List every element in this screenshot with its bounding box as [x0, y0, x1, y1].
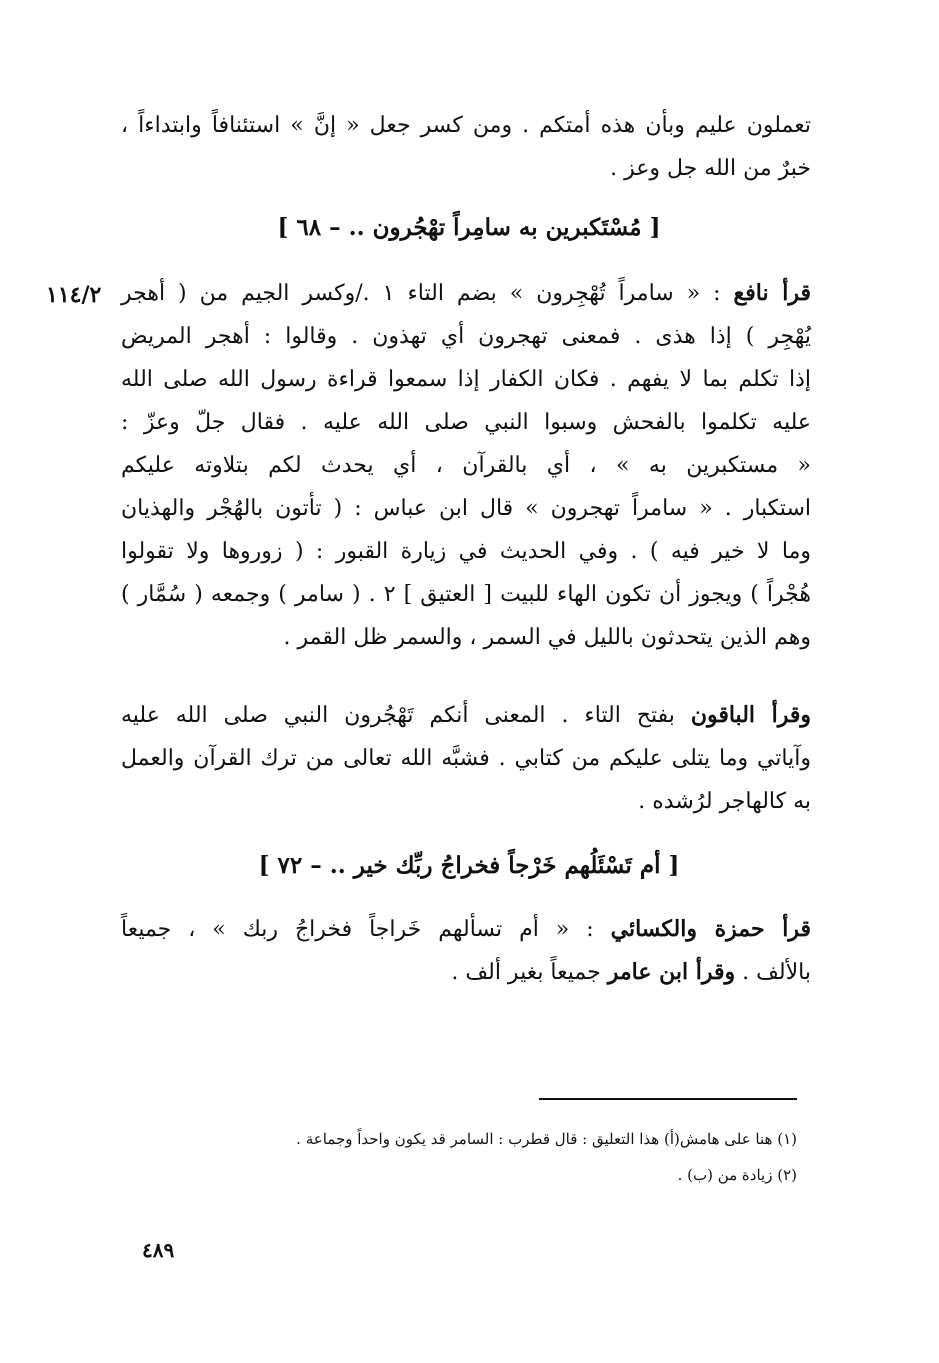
- reader-name: قرأ حمزة والكسائي: [610, 916, 811, 942]
- footnote-separator: [539, 1098, 797, 1100]
- text-line: تعملون عليم وبأن هذه أمتكم . ومن كسر جعل « إنَّ » استئنافاً وابتداءاً ،: [121, 113, 811, 138]
- page-number: ٤٨٩: [142, 1238, 175, 1262]
- paragraph-hamza-reading: [121, 908, 811, 994]
- text-line: يُهْجِر ) إذا هذى . فمعنى تهجرون أي تهذون . وقالوا : أهجر المريض: [121, 324, 811, 349]
- text-line: هُجْراً ) ويجوز أن تكون الهاء للبيت [ العتيق ] ٢ . ( سامر ) وجمعه ( سُمَّار ): [121, 582, 811, 607]
- text-line: وما لا خير فيه ) . وفي الحديث في زيارة القبور : ( زوروها ولا تقولوا: [121, 539, 811, 564]
- text-line: قرأ حمزة والكسائي : « أم تسألهم خَراجاً فخراجُ ربك » ، جميعاً: [121, 916, 811, 942]
- text-line: وقرأ الباقون بفتح التاء . المعنى أنكم تَهْجُرون النبي صلى الله عليه: [121, 702, 811, 728]
- text-line: استكبار . « سامراً تهجرون » قال ابن عباس : ( تأتون بالهُجْر والهذيان: [121, 496, 811, 521]
- paragraph-others-reading: [121, 694, 811, 823]
- footnote-1: (١) هنا على هامش(أ) هذا التعليق : قال قطرب : السامر قد يكون واحداً وجماعة .: [296, 1130, 797, 1148]
- text-line: عليه تكلموا بالفحش وسبوا النبي صلى الله عليه . فقال جلّ وعزّ :: [121, 410, 811, 435]
- text-line: « مستكبرين به » ، أي بالقرآن ، أي يحدث لكم بتلاوته عليكم: [121, 453, 811, 478]
- text-line: بالألف . وقرأ ابن عامر جميعاً بغير ألف .: [451, 959, 811, 985]
- text-line: إذا تكلم بما لا يفهم . فكان الكفار إذا سمعوا قراءة رسول الله صلى الله: [121, 367, 811, 392]
- text-line: وهم الذين يتحدثون بالليل في السمر ، والسمر ظل القمر .: [283, 625, 811, 650]
- text-line: به كالهاجر لرُشده .: [638, 789, 811, 814]
- text-line: قرأ نافع : « سامراً تُهْجِرون » بضم التاء ١ ./وكسر الجيم من ( أهجر: [121, 280, 811, 306]
- reader-name: وقرأ ابن عامر: [607, 959, 736, 985]
- text-line: وآياتي وما يتلى عليكم من كتابي . فشبَّه الله تعالى من ترك القرآن والعمل: [121, 746, 811, 771]
- footnote-2: (٢) زيادة من (ب) .: [677, 1166, 797, 1184]
- paragraph-continuation: [121, 104, 811, 190]
- text-line: خبرٌ من الله جل وعز .: [610, 156, 811, 181]
- margin-reference: ١١٤/٢: [46, 282, 102, 308]
- verse-heading-68: [ مُسْتَكبرين به سامِراً تهْجُرون .. – ٦٨ ]: [277, 214, 661, 241]
- reader-name: قرأ نافع: [733, 280, 811, 306]
- verse-heading-72: [ أم تَسْئَلُهم خَرْجاً فخراجُ ربِّك خير .. – ٧٢ ]: [258, 852, 680, 879]
- reader-name: وقرأ الباقون: [690, 702, 811, 728]
- paragraph-nafi-reading: [121, 272, 811, 659]
